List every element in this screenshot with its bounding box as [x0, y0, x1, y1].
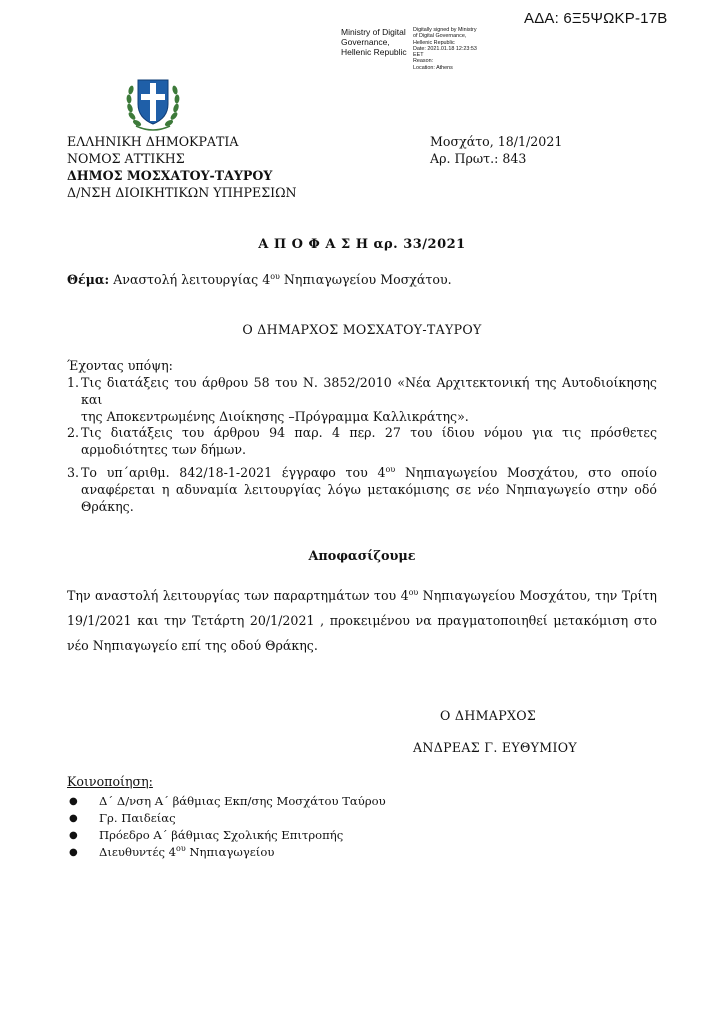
item-text: Τις διατάξεις του άρθρου 58 του Ν. 3852/2010 «Νέα Αρχιτεκτονική της Αυτοδιοίκησης και	[81, 375, 657, 407]
signature-detail-line: Location: Athens	[413, 64, 453, 71]
item-number: 2.	[67, 425, 80, 440]
recipient-name: Γρ. Παιδείας	[99, 811, 176, 825]
place-date: Μοσχάτο, 18/1/2021	[430, 134, 563, 149]
item-text: αναφέρεται η αδυναμία λειτουργίας λόγω μετακόμισης σε νέο Νηπιαγωγείο στην οδό	[81, 482, 657, 497]
recipient-name: Δ΄ Δ/νση Α΄ βάθμιας Εκπ/σης Μοσχάτου Ταύρου	[99, 794, 386, 808]
recipient-text: Νηπιαγωγείου	[185, 845, 275, 859]
recipient-name	[99, 844, 274, 861]
signature-detail-line: EET	[413, 52, 424, 59]
signature-details	[413, 27, 503, 71]
decision-title: Α Π Ο Φ Α Σ Η αρ. 33/2021	[258, 237, 466, 252]
bullet-icon: ●	[69, 796, 78, 807]
recipient-text: Διευθυντές 4	[99, 845, 177, 859]
item-text: Θράκης.	[81, 499, 134, 514]
signature-issuer-line: Governance,	[341, 37, 390, 47]
ordinal-suffix: ου	[408, 587, 419, 597]
signature-issuer-line: Hellenic Republic	[341, 47, 407, 57]
item-number: 1.	[67, 375, 80, 390]
ordinal-suffix: ου	[385, 464, 396, 474]
signature-issuer	[341, 27, 413, 57]
greek-coat-of-arms-icon	[124, 68, 182, 134]
decision-text-line	[67, 583, 657, 608]
signature-detail-line: Reason:	[413, 58, 434, 65]
prefecture-name: ΝΟΜΟΣ ΑΤΤΙΚΗΣ	[67, 151, 185, 166]
subject-line	[67, 272, 452, 287]
list-item	[67, 810, 386, 827]
ordinal-suffix: ου	[270, 271, 280, 281]
notify-list	[67, 793, 386, 861]
signatory-name: ΑΝΔΡΕΑΣ Γ. ΕΥΘΥΜΙΟΥ	[413, 740, 577, 755]
department-name: Δ/ΝΣΗ ΔΙΟΙΚΗΤΙΚΩΝ ΥΠΗΡΕΣΙΩΝ	[67, 185, 297, 200]
subject-label: Θέμα:	[67, 272, 110, 287]
consideration-item	[67, 374, 657, 425]
protocol-number: Αρ. Πρωτ.: 843	[430, 151, 527, 166]
document-meta	[430, 133, 562, 167]
signature-detail-line: Date: 2021.01.18 12:23:53	[413, 45, 477, 52]
ordinal-suffix: ου	[176, 844, 186, 854]
signature-detail-line: Digitally signed by Ministry	[413, 27, 477, 33]
consideration-item	[67, 464, 657, 515]
municipality-name: ΔΗΜΟΣ ΜΟΣΧΑΤΟΥ-ΤΑΥΡΟΥ	[67, 168, 273, 183]
bullet-icon: ●	[69, 847, 78, 858]
subject-text-end: Νηπιαγωγείου Μοσχάτου.	[279, 272, 452, 287]
signature-detail-line: of Digital Governance,	[413, 33, 467, 40]
bullet-icon: ●	[69, 830, 78, 841]
subject-text: Αναστολή λειτουργίας 4	[109, 272, 271, 287]
item-number: 3.	[67, 465, 80, 480]
mayor-heading: Ο ΔΗΜΑΡΧΟΣ ΜΟΣΧΑΤΟΥ-ΤΑΥΡΟΥ	[242, 322, 482, 337]
decision-text: νέο Νηπιαγωγείο επί της οδού Θράκης.	[67, 638, 318, 653]
decision-text: 19/1/2021 και την Τετάρτη 20/1/2021 , προκειμένου να πραγματοποιηθεί μετακόμιση στο	[67, 613, 657, 628]
signatory-title: Ο ΔΗΜΑΡΧΟΣ	[440, 708, 537, 723]
decision-body	[67, 583, 657, 658]
decision-text: Νηπιαγωγείου Μοσχάτου, την Τρίτη	[418, 588, 657, 603]
item-text: αρμοδιότητες των δήμων.	[81, 442, 246, 457]
list-item	[67, 793, 386, 810]
item-text: της Αποκεντρωμένης Διοίκησης –Πρόγραμμα Καλλικράτης».	[81, 409, 469, 424]
decide-heading: Αποφασίζουμε	[308, 549, 416, 564]
item-text: Τις διατάξεις του άρθρου 94 παρ. 4 περ. 27 του ίδιου νόμου για τις πρόσθετες	[81, 425, 657, 440]
bullet-icon: ●	[69, 813, 78, 824]
signature-issuer-line: Ministry of Digital	[341, 27, 406, 37]
item-text-line	[81, 464, 657, 481]
recipient-name: Πρόεδρο Α΄ βάθμιας Σχολικής Επιτροπής	[99, 828, 344, 842]
item-text: Το υπ΄αριθμ. 842/18-1-2021 έγγραφο του 4	[81, 465, 386, 480]
decision-text: Την αναστολή λειτουργίας των παραρτημάτων του 4	[67, 588, 409, 603]
list-item	[67, 844, 386, 861]
country-name: ΕΛΛΗΝΙΚΗ ΔΗΜΟΚΡΑΤΙΑ	[67, 134, 239, 149]
considering-label: Έχοντας υπόψη:	[67, 358, 173, 373]
ada-code: ΑΔΑ: 6Ξ5ΨΩΚΡ-17Β	[524, 10, 668, 27]
issuer-header	[67, 133, 297, 201]
list-item	[67, 827, 386, 844]
signature-detail-line: Hellenic Republic	[413, 39, 455, 46]
item-text: Νηπιαγωγείου Μοσχάτου, στο οποίο	[395, 465, 657, 480]
consideration-item	[67, 424, 657, 458]
notify-title: Κοινοποίηση:	[67, 774, 153, 789]
